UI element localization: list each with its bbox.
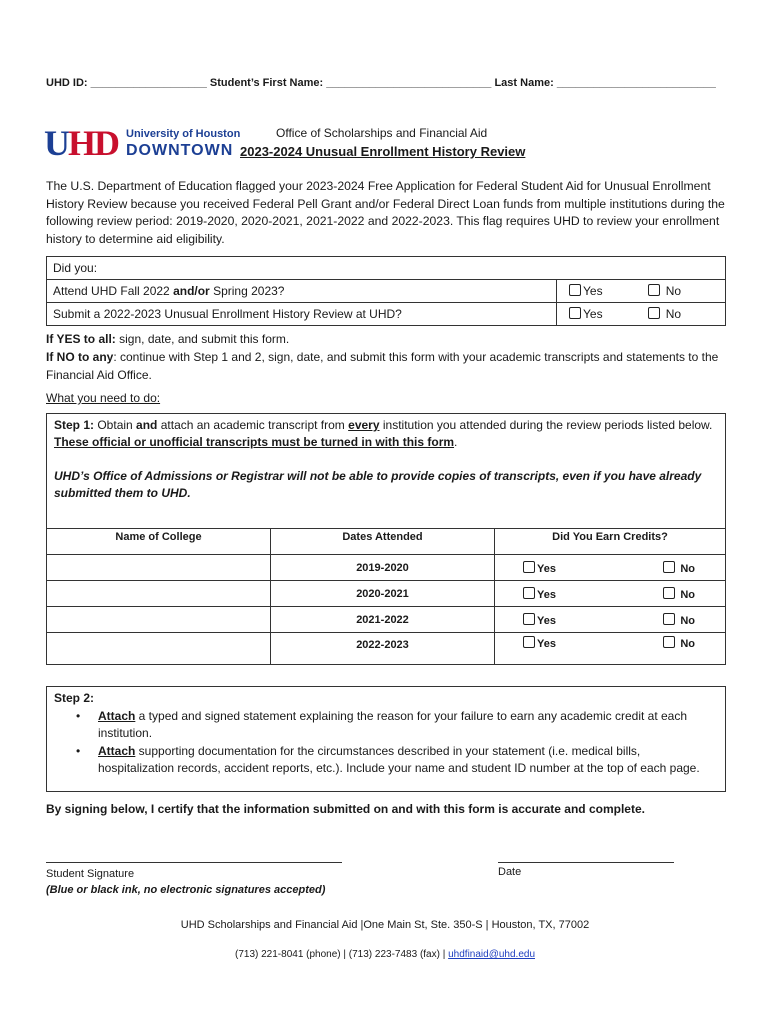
checkbox-icon[interactable]: [523, 613, 535, 625]
step-1-period: .: [454, 435, 458, 449]
credits-cell: [495, 555, 726, 581]
question-1-pre: Attend UHD Fall 2022: [53, 284, 174, 298]
checkbox-icon[interactable]: [663, 613, 675, 625]
credit-yes-label: Yes: [537, 562, 556, 575]
checkbox-icon[interactable]: [663, 561, 675, 573]
credit-no-label: No: [680, 562, 695, 575]
credits-cell: [495, 607, 726, 633]
q2-no-label: No: [665, 307, 682, 321]
credit-yes-label: Yes: [537, 638, 556, 650]
dates-cell: 2019-2020: [271, 555, 495, 581]
step-2-list: [54, 708, 718, 778]
q1-no-label: No: [665, 284, 682, 298]
header-dates: Dates Attended: [271, 529, 495, 555]
credit-yes-option[interactable]: [523, 636, 556, 650]
credit-no-option[interactable]: [663, 561, 695, 575]
instruction-no-label: If NO to any: [46, 350, 114, 364]
step-1-box: [46, 413, 726, 529]
table-row: [47, 555, 726, 581]
dates-cell: 2021-2022: [271, 607, 495, 633]
college-table: [46, 528, 726, 665]
question-row-2: [47, 303, 726, 326]
q2-yes-label: Yes: [583, 307, 603, 321]
date-line[interactable]: [498, 862, 674, 863]
header-college: Name of College: [47, 529, 271, 555]
table-row: [47, 607, 726, 633]
uhd-logo: [44, 124, 244, 158]
dates-cell: 2022-2023: [271, 633, 495, 665]
question-1-bold: and/or: [173, 284, 210, 298]
header-credits: Did You Earn Credits?: [495, 529, 726, 555]
credits-cell: [495, 633, 726, 665]
form-title: 2023-2024 Unusual Enrollment History Review: [240, 144, 526, 159]
step-2-b2-attach: Attach: [98, 743, 136, 758]
step-1-t3: institution you attended during the review periods listed below.: [379, 418, 713, 432]
step-1-note: UHD’s Office of Admissions or Registrar will not be able to provide copies of transcripts, even if you have already submitted them to UHD.: [54, 469, 702, 500]
signature-label: Student Signature: [46, 868, 135, 880]
logo-line1: University of Houston: [126, 128, 241, 140]
logo-letter-u: U: [44, 124, 70, 158]
office-name: Office of Scholarships and Financial Aid: [276, 126, 488, 140]
signature-line[interactable]: [46, 862, 342, 863]
step-2-box: [46, 686, 726, 792]
instruction-yes-text: sign, date, and submit this form.: [115, 332, 290, 346]
checkbox-icon[interactable]: [663, 587, 675, 599]
credit-no-option[interactable]: [663, 613, 695, 627]
student-id-line[interactable]: UHD ID: ___________________ Student’s First Name: ___________________________ Last Name: __________________________: [46, 77, 716, 89]
email-link[interactable]: uhdfinaid@uhd.edu: [448, 949, 535, 960]
logo-line2: DOWNTOWN: [126, 142, 234, 158]
intro-paragraph: The U.S. Department of Education flagged your 2023-2024 Free Application for Federal Student Aid for Unusual Enrollment History Review because you received Federal Pell Grant and/or Federal Direct Loan funds from multiple institutions during the following review period: 2019-2020, 2020-2021, 2021-2022 and 2022-2023. This flag requires UHD to review your enrollment history to determine aid eligibility.: [46, 179, 725, 246]
credit-no-label: No: [680, 588, 695, 601]
did-you-table: [46, 256, 726, 326]
college-name-cell[interactable]: [47, 607, 271, 633]
credit-yes-label: Yes: [537, 588, 556, 601]
step-1-t2: attach an academic transcript from: [157, 418, 349, 432]
credit-no-label: No: [680, 614, 695, 627]
what-you-need-heading: What you need to do:: [46, 391, 161, 405]
checkbox-icon[interactable]: [648, 284, 660, 296]
checkbox-icon[interactable]: [523, 561, 535, 573]
college-name-cell[interactable]: [47, 555, 271, 581]
college-name-cell[interactable]: [47, 581, 271, 607]
checkbox-icon[interactable]: [569, 284, 581, 296]
certification-statement: By signing below, I certify that the information submitted on and with this form is accurate and complete.: [46, 802, 645, 816]
credit-yes-option[interactable]: [523, 561, 556, 575]
signature-note: (Blue or black ink, no electronic signatures accepted): [46, 884, 326, 896]
logo-letter-h: H: [68, 124, 97, 158]
credit-yes-option[interactable]: [523, 587, 556, 601]
step-1-official-text: These official or unofficial transcripts must be turned in with this form: [54, 435, 455, 449]
uhd-logo-mark: [44, 124, 244, 158]
credit-no-option[interactable]: [663, 587, 695, 601]
q1-yes-option[interactable]: [569, 284, 645, 298]
q2-yes-option[interactable]: [569, 307, 645, 321]
credit-yes-label: Yes: [537, 614, 556, 627]
checkbox-icon[interactable]: [648, 307, 660, 319]
footer-address: UHD Scholarships and Financial Aid |One Main St, Ste. 350-S | Houston, TX, 77002: [180, 919, 590, 931]
did-you-header: Did you:: [47, 257, 726, 280]
instruction-no: [46, 348, 736, 384]
question-row-1: [47, 280, 726, 303]
credit-no-label: No: [680, 638, 695, 650]
table-row: [47, 633, 726, 665]
checkbox-icon[interactable]: [523, 587, 535, 599]
list-item: [54, 708, 718, 743]
signature-label-block: [46, 866, 325, 898]
footer-phone-fax: (713) 221-8041 (phone) | (713) 223-7483 (fax) |: [235, 949, 449, 960]
college-table-header: [47, 529, 726, 555]
table-row: [47, 581, 726, 607]
step-1-t1: Obtain: [94, 418, 137, 432]
step-2-b1-attach: Attach: [98, 708, 136, 723]
q2-no-option[interactable]: [648, 307, 681, 321]
q1-yes-label: Yes: [583, 284, 603, 298]
step-2-b2-text: supporting documentation for the circumstances described in your statement (i.e. medical bills, hospitalization records, accident reports, etc.). Include your name and student ID number at the top of each page.: [98, 743, 700, 775]
date-label: Date: [498, 866, 522, 878]
checkbox-icon[interactable]: [663, 636, 675, 648]
step-1-and: and: [136, 418, 158, 432]
college-name-cell[interactable]: [47, 633, 271, 665]
question-2-options: [557, 303, 726, 326]
instruction-yes: [46, 330, 736, 348]
checkbox-icon[interactable]: [569, 307, 581, 319]
credits-cell: [495, 581, 726, 607]
list-item: [54, 743, 718, 778]
instruction-yes-label: If YES to all:: [46, 332, 116, 346]
step-1-text: [54, 417, 718, 434]
credit-no-option[interactable]: [663, 636, 695, 650]
q1-no-option[interactable]: [648, 284, 681, 298]
did-you-header-row: [47, 257, 726, 280]
question-1-options: [557, 280, 726, 303]
question-1-post: Spring 2023?: [209, 284, 285, 298]
logo-letter-d: D: [94, 124, 120, 158]
instructions: [46, 330, 736, 384]
checkbox-icon[interactable]: [523, 636, 535, 648]
step-1-label: Step 1:: [54, 418, 95, 432]
question-1: [47, 280, 557, 303]
instruction-no-text: : continue with Step 1 and 2, sign, date, and submit this form with your academic transcripts and statements to the Financial Aid Office.: [46, 350, 719, 382]
dates-cell: 2020-2021: [271, 581, 495, 607]
step-1-every: every: [348, 418, 380, 432]
question-2: Submit a 2022-2023 Unusual Enrollment History Review at UHD?: [47, 303, 557, 326]
footer-contact: [0, 949, 770, 960]
step-1-official: [54, 434, 718, 451]
step-2-label: Step 2:: [54, 691, 95, 705]
step-2-b1-text: a typed and signed statement explaining the reason for your failure to earn any academic credit at each institution.: [98, 708, 688, 740]
credit-yes-option[interactable]: [523, 613, 556, 627]
